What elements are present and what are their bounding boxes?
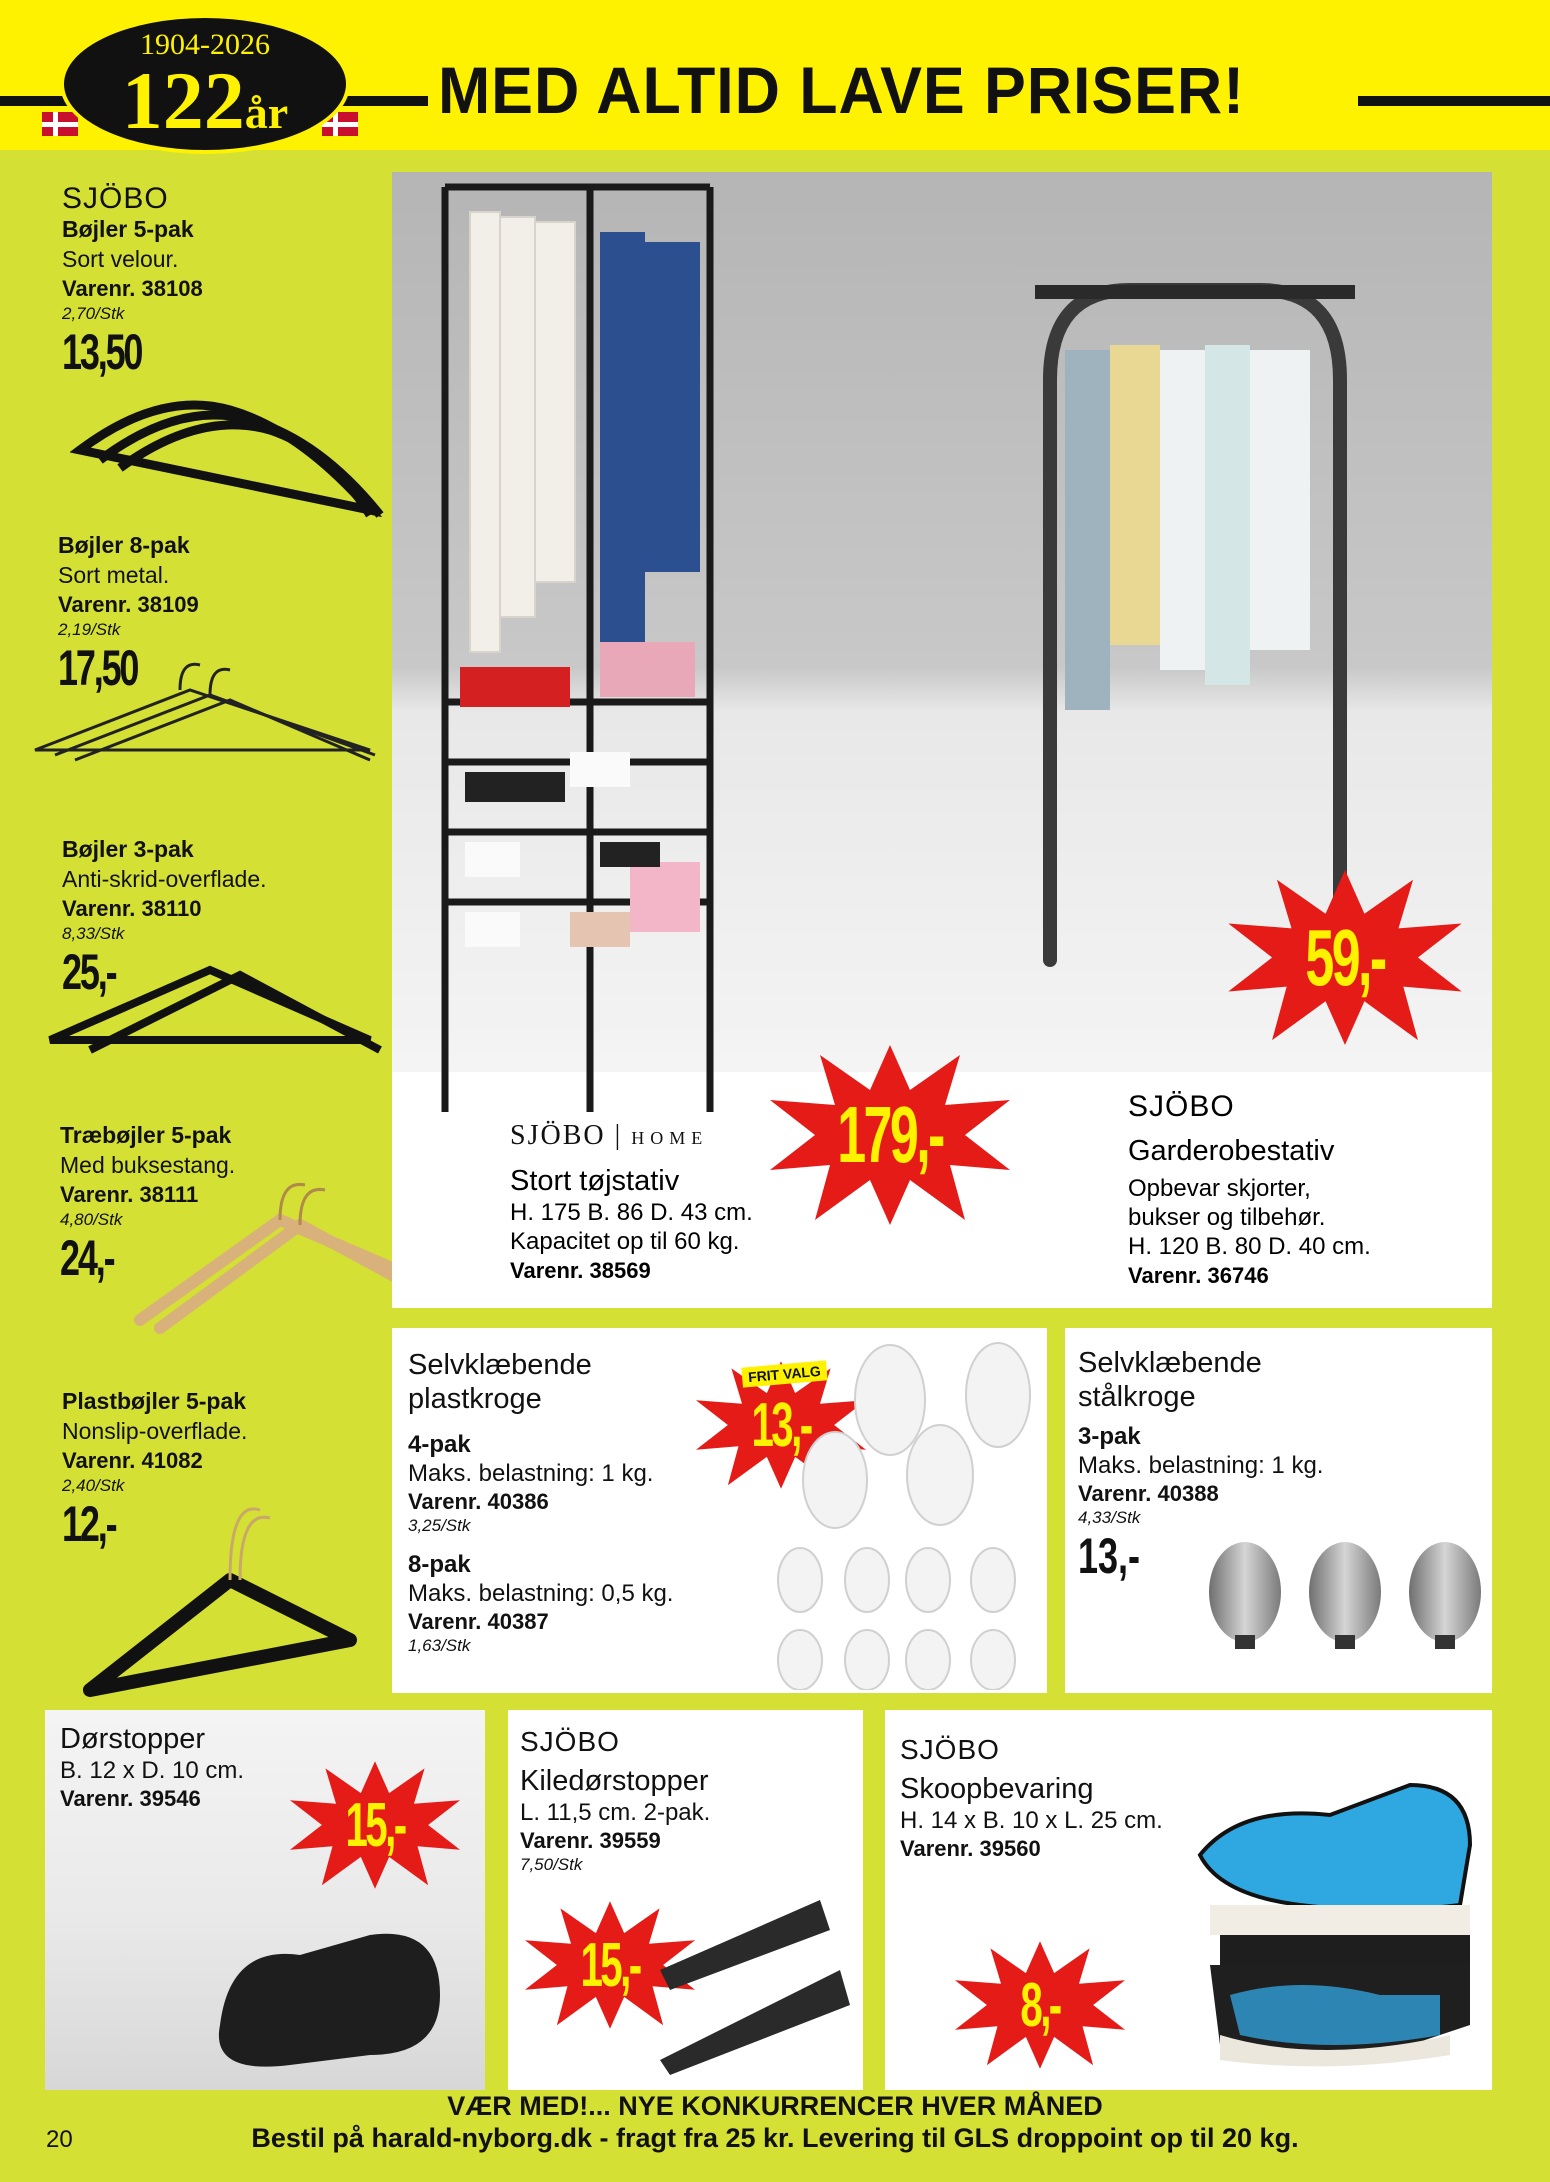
item-varenr: Varenr. 38108: [62, 276, 203, 301]
item-price: 24,-: [60, 1230, 114, 1286]
rack-dimensions: H. 175 B. 86 D. 43 cm.: [510, 1199, 753, 1226]
item-title: Bøjler 8-pak: [58, 532, 190, 558]
velour-hangers-image: [70, 350, 400, 520]
garderobe-line2: bukser og tilbehør.: [1128, 1204, 1326, 1231]
item-desc: Med buksestang.: [60, 1152, 236, 1178]
staalkroge-title1: Selvklæbende: [1078, 1347, 1262, 1379]
item-price: 12,-: [62, 1496, 116, 1552]
kiledoer-varenr: Varenr. 39559: [520, 1828, 661, 1853]
item-varenr: Varenr. 41082: [62, 1448, 203, 1473]
header-rule-right: [1358, 96, 1550, 106]
footer: [0, 2090, 1550, 2154]
plastkroge-a-varenr: Varenr. 40386: [408, 1489, 549, 1514]
doerstopper-details: [60, 1722, 244, 1813]
plastkroge-b-varenr: Varenr. 40387: [408, 1609, 549, 1634]
plastkroge-b-unit: 1,63/Stk: [408, 1636, 471, 1655]
sko-varenr: Varenr. 39560: [900, 1836, 1041, 1861]
item-desc: Anti-skrid-overflade.: [62, 866, 267, 892]
rack-title: Stort tøjstativ: [510, 1165, 680, 1197]
doerstopper-desc: B. 12 x D. 10 cm.: [60, 1757, 245, 1784]
garderobe-rack-image: [1010, 240, 1380, 980]
doerstopper-varenr: Varenr. 39546: [60, 1786, 201, 1811]
item-title: Bøjler 5-pak: [62, 216, 194, 242]
metal-hangers-image: [30, 650, 380, 770]
item-title: Plastbøjler 5-pak: [62, 1388, 247, 1414]
plastkroge-price: 13,-: [751, 1390, 811, 1460]
plastkroge-a-title: 4-pak: [408, 1431, 471, 1458]
staalkroge-a-desc: Maks. belastning: 1 kg.: [1078, 1452, 1324, 1479]
rack-varenr: Varenr. 38569: [510, 1258, 651, 1283]
page-number: 20: [46, 2126, 73, 2153]
plastkroge-title2: plastkroge: [408, 1383, 542, 1415]
doerstopper-title: Dørstopper: [60, 1723, 206, 1755]
price-starburst-rack: [770, 1045, 1010, 1225]
garderobe-line1: Opbevar skjorter,: [1128, 1175, 1311, 1202]
item-varenr: Varenr. 38109: [58, 592, 199, 617]
plastkroge-details: [408, 1348, 673, 1656]
item-unit-price: 2,19/Stk: [58, 620, 121, 639]
price-starburst-doerstopper: [290, 1760, 460, 1890]
garderobe-dimensions: H. 120 B. 80 D. 40 cm.: [1128, 1233, 1371, 1260]
item-title: Bøjler 3-pak: [62, 836, 194, 862]
wedge-stoppers-image: [650, 1890, 860, 2080]
rack-price: 179,-: [837, 1090, 943, 1179]
price-starburst-garderobe: [1225, 870, 1465, 1045]
sko-brand-logo: SJÖBO: [900, 1734, 1000, 1765]
plastic-hangers-image: [80, 1490, 360, 1700]
clothes-rack-image: [420, 172, 960, 1122]
plastic-hooks-image: [770, 1335, 1040, 1690]
sko-title: Skoopbevaring: [900, 1773, 1094, 1805]
kiledoer-price: 15,-: [580, 1930, 640, 2000]
plastkroge-a-unit: 3,25/Stk: [408, 1516, 471, 1535]
rack-brand-logo: SJÖBO | HOME: [510, 1120, 709, 1151]
garderobe-details: [1128, 1090, 1371, 1290]
garderobe-brand-logo: SJÖBO: [1128, 1090, 1235, 1123]
anniversary-years: 1904-2026: [140, 28, 270, 61]
rack-capacity: Kapacitet op til 60 kg.: [510, 1228, 740, 1255]
item-price: 25,-: [62, 944, 116, 1000]
item-desc: Nonslip-overflade.: [62, 1418, 248, 1444]
garderobe-price: 59,-: [1305, 912, 1385, 1002]
item-price: 13,50: [62, 324, 142, 380]
door-stopper-image: [200, 1905, 460, 2075]
item-varenr: Varenr. 38110: [62, 896, 202, 921]
kiledoer-details: [520, 1726, 710, 1875]
staalkroge-price: 13,-: [1078, 1528, 1141, 1584]
plastkroge-title1: Selvklæbende: [408, 1349, 592, 1381]
plastkroge-b-title: 8-pak: [408, 1551, 471, 1578]
item-title: Træbøjler 5-pak: [60, 1122, 232, 1148]
plastkroge-a-desc: Maks. belastning: 1 kg.: [408, 1460, 654, 1487]
kiledoer-unit: 7,50/Stk: [520, 1855, 583, 1874]
anniversary-number: 122år: [121, 55, 289, 146]
garderobe-title: Garderobestativ: [1128, 1135, 1335, 1167]
frit-valg-ribbon: FRIT VALG: [741, 1360, 827, 1387]
antiskid-hangers-image: [40, 950, 390, 1060]
sko-price: 8,-: [1020, 1970, 1060, 2040]
kiledoer-brand-logo: SJÖBO: [520, 1726, 620, 1757]
sko-details: [900, 1734, 1163, 1863]
staalkroge-title2: stålkroge: [1078, 1381, 1196, 1413]
item-desc: Sort metal.: [58, 562, 170, 588]
footer-line2: Bestil på harald-nyborg.dk - fragt fra 25 kr. Levering til GLS droppoint op til 20 kg.: [251, 2123, 1299, 2153]
kiledoer-title: Kiledørstopper: [520, 1765, 709, 1797]
staalkroge-a-unit: 4,33/Stk: [1078, 1508, 1141, 1527]
staalkroge-a-title: 3-pak: [1078, 1423, 1141, 1450]
item-unit-price: 4,80/Stk: [60, 1210, 123, 1229]
anniversary-badge: [60, 14, 350, 154]
sko-desc: H. 14 x B. 10 x L. 25 cm.: [900, 1807, 1163, 1834]
shoe-organizer-image: [1180, 1765, 1480, 2075]
plastkroge-b-desc: Maks. belastning: 0,5 kg.: [408, 1580, 674, 1607]
brand-logo: SJÖBO: [62, 182, 169, 215]
kiledoer-desc: L. 11,5 cm. 2-pak.: [520, 1799, 711, 1826]
item-varenr: Varenr. 38111: [60, 1182, 199, 1207]
garderobe-varenr: Varenr. 36746: [1128, 1263, 1269, 1288]
item-unit-price: 2,70/Stk: [62, 304, 125, 323]
wooden-hangers-image: [130, 1160, 430, 1340]
doerstopper-price: 15,-: [345, 1790, 405, 1860]
item-price: 17,50: [58, 640, 138, 696]
item-unit-price: 2,40/Stk: [62, 1476, 125, 1495]
footer-line1: VÆR MED!... NYE KONKURRENCER HVER MÅNED: [447, 2091, 1103, 2121]
price-starburst-sko: [955, 1940, 1125, 2070]
item-desc: Sort velour.: [62, 246, 179, 272]
staalkroge-a-varenr: Varenr. 40388: [1078, 1481, 1219, 1506]
steel-hooks-image: [1205, 1540, 1485, 1660]
rack-details: [510, 1164, 753, 1285]
headline: MED ALTID LAVE PRISER!: [438, 53, 1245, 127]
item-unit-price: 8,33/Stk: [62, 924, 125, 943]
